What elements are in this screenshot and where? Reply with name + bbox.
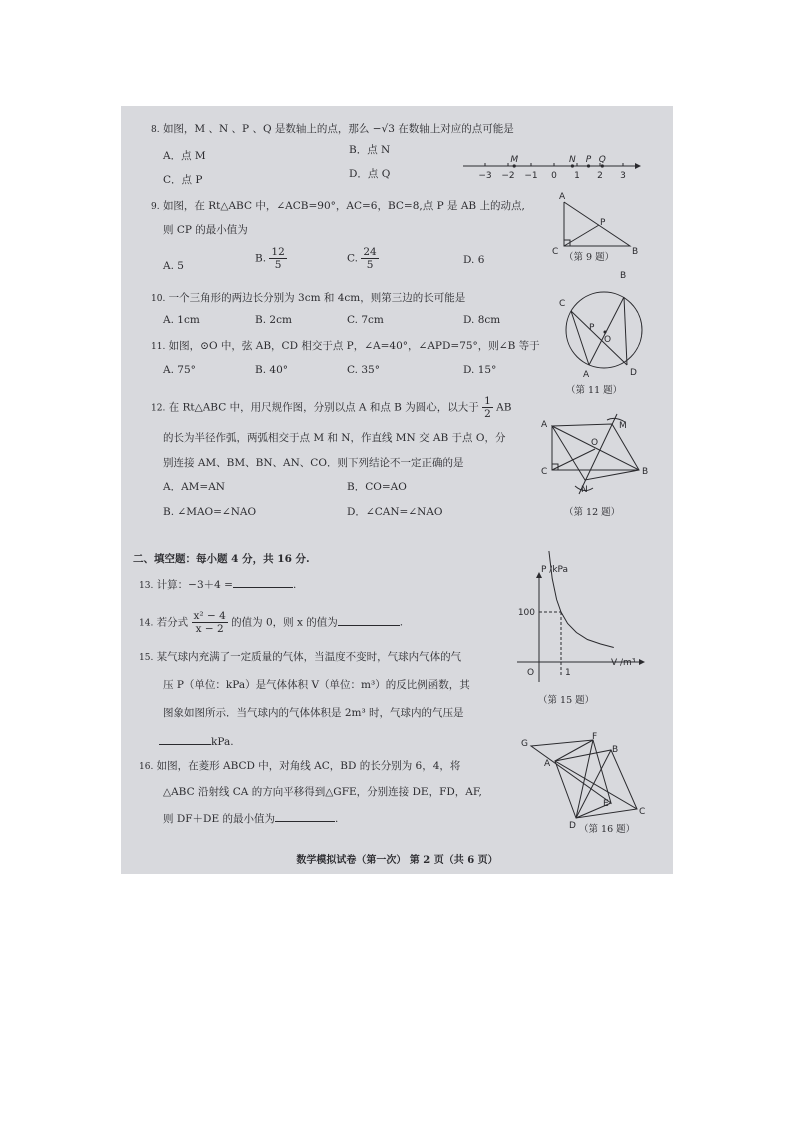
q12-fraction-half	[482, 395, 493, 420]
q9-option-c-denominator: 5	[366, 259, 374, 271]
q8-axis-tick-label: 1	[574, 171, 580, 181]
q15-y-axis-label: P /kPa	[541, 565, 569, 575]
q10-option-a[interactable]: A. 1cm	[163, 314, 200, 326]
q12-line2: 的长为半径作弧，两弧相交于点 M 和 N，作直线 MN 交 AB 于点 O，分	[163, 432, 506, 444]
q11-label-c: C	[559, 299, 566, 309]
q12-fraction-denominator: 2	[484, 408, 491, 420]
q15-graph	[511, 565, 651, 690]
q11-chord-cd	[571, 311, 627, 365]
q11-stem	[151, 339, 540, 354]
q9-label-c: C	[552, 247, 559, 257]
q16-label-f: F	[592, 732, 598, 742]
q8-point-label: P	[585, 155, 592, 165]
q16-number: 16.	[139, 762, 154, 772]
q15-line1-row	[139, 650, 461, 665]
q8-point-label: N	[569, 155, 576, 165]
q16-label-d: D	[569, 821, 576, 831]
q15-line2: 压 P（单位：kPa）是气体体积 V（单位：m³）的反比例函数，其	[163, 679, 470, 691]
q9-line2: 则 CP 的最小值为	[163, 224, 248, 236]
q16-label-a: A	[544, 759, 551, 769]
q11-label-a: A	[583, 370, 590, 380]
q9-triangle	[564, 202, 630, 246]
q12-line1-post: AB	[496, 401, 512, 414]
q15-unit: kPa.	[211, 736, 234, 748]
q11-segment-bd	[624, 297, 627, 365]
q11-text: 如图，⊙O 中，弦 AB，CD 相交于点 P，∠A=40°，∠APD=75°，则∠B 等于	[168, 340, 540, 352]
q13-answer-blank[interactable]	[233, 576, 293, 588]
q11-figure	[557, 266, 647, 381]
q12-label-b: B	[642, 467, 649, 477]
q8-option-c[interactable]: C．点 P	[163, 174, 203, 186]
q12-label-c: C	[541, 467, 548, 477]
q16-caption: （第 16 题）	[579, 824, 636, 835]
q8-axis-tick-label: 3	[620, 171, 626, 181]
q16-label-e: E	[603, 799, 609, 809]
q12-option-d[interactable]: D．∠CAN=∠NAO	[347, 506, 443, 518]
q12-label-o: O	[591, 438, 599, 448]
q11-center-dot	[604, 331, 607, 334]
q8-point-label: Q	[598, 155, 606, 165]
q12-line1-pre: 在 Rt△ABC 中，用尺规作图，分别以点 A 和点 B 为圆心，以大于	[168, 401, 479, 414]
q15-line1: 某气球内充满了一定质量的气体，当温度不变时，气球内气体的气	[156, 651, 462, 663]
q15-x-arrow	[639, 659, 645, 665]
q9-caption: （第 9 题）	[564, 252, 615, 263]
q16-line3: 则 DF＋DE 的最小值为	[163, 813, 275, 825]
q12-label-a: A	[541, 420, 548, 430]
q9-label-p: P	[600, 218, 606, 228]
q8-option-d[interactable]: D．点 Q	[349, 168, 391, 180]
q8-axis-tick-label: 2	[597, 171, 603, 181]
q9-option-b-label: B.	[255, 252, 267, 265]
q14-pre: 若分式	[156, 616, 189, 629]
q12-option-b[interactable]: B．CO=AO	[347, 481, 407, 493]
q8-option-b[interactable]: B．点 N	[349, 144, 391, 156]
q13-number: 13.	[139, 581, 154, 591]
q8-number-line	[461, 146, 641, 180]
q15-y-tick-label: 100	[517, 608, 535, 618]
q16-rhombus-abcd	[555, 750, 637, 818]
q8-stem	[151, 122, 514, 137]
q15-answer-row	[159, 733, 234, 749]
q9-label-a: A	[559, 192, 566, 202]
q16-line2: △ABC 沿射线 CA 的方向平移得到△GFE，分别连接 DE，FD，AF,	[163, 786, 482, 798]
q9-label-b: B	[632, 247, 639, 257]
q15-caption: （第 15 题）	[538, 695, 595, 706]
q8-option-a[interactable]: A．点 M	[163, 150, 206, 162]
q8-point-label: M	[510, 155, 519, 165]
q12-label-m: M	[619, 421, 627, 431]
q16-answer-blank[interactable]	[275, 810, 335, 822]
q11-option-a[interactable]: A. 75°	[163, 364, 196, 376]
q12-figure	[537, 412, 652, 502]
q13-text: 计算：−3＋4 =	[156, 579, 233, 591]
exam-page	[121, 106, 673, 874]
q16-line1-row	[139, 759, 460, 774]
q8-axis-tick-label: −2	[501, 171, 515, 181]
q9-stem	[151, 199, 525, 214]
q8-text: 如图，M 、N 、P 、Q 是数轴上的点，那么 −√3 在数轴上对应的点可能是	[162, 123, 514, 135]
q15-x-tick-label: 1	[565, 668, 571, 678]
q16-label-c: C	[639, 807, 646, 817]
q10-text: 一个三角形的两边长分别为 3cm 和 4cm，则第三边的长可能是	[168, 292, 466, 304]
q8-number: 8.	[151, 125, 160, 135]
q12-fraction-numerator: 1	[484, 395, 491, 407]
q9-option-c-numerator: 24	[363, 246, 377, 258]
q12-stem-line1	[151, 395, 511, 420]
q15-answer-blank[interactable]	[159, 733, 211, 745]
q14-stem: 14. 若分式 $\frac{\text{x² − 4}}{x - 2}$ 的值为 0，则 x 的值为 .	[139, 610, 404, 635]
q15-x-axis-label: V /m³	[611, 658, 636, 668]
q10-option-c[interactable]: C. 7cm	[347, 314, 384, 326]
q11-number: 11.	[151, 342, 166, 352]
q8-axis-tick-label: −3	[478, 171, 492, 181]
q16-label-g: G	[521, 739, 528, 749]
q9-option-a[interactable]: A. 5	[163, 260, 184, 272]
q15-number: 15.	[139, 653, 154, 663]
q11-label-b: B	[620, 271, 627, 281]
q14-fraction	[192, 610, 228, 635]
q11-option-b[interactable]: B. 40°	[255, 364, 289, 376]
q11-label-p: P	[589, 323, 595, 333]
q12-caption: （第 12 题）	[564, 507, 621, 518]
q15-origin-label: O	[527, 668, 535, 678]
q10-option-d[interactable]: D. 8cm	[463, 314, 501, 326]
q15-line3: 图象如图所示．当气球内的气体体积是 2m³ 时，气球内的气压是	[163, 707, 464, 719]
q11-option-c[interactable]: C. 35°	[347, 364, 380, 376]
q9-option-c-label: C.	[347, 252, 358, 265]
q14-numerator: x² − 4	[193, 610, 226, 622]
q14-denominator: x − 2	[195, 623, 224, 635]
q11-option-d[interactable]: D. 15°	[463, 364, 497, 376]
q12-option-a[interactable]: A．AM=AN	[163, 481, 225, 493]
q9-option-b-denominator: 5	[274, 259, 282, 271]
q9-option-c[interactable]	[347, 246, 379, 271]
q9-figure	[546, 188, 639, 258]
q9-option-b-numerator: 12	[271, 246, 285, 258]
q14-post: 的值为 0，则 x 的值为	[231, 616, 338, 629]
q11-label-o: O	[604, 335, 612, 345]
q9-option-b-fraction	[269, 246, 286, 271]
q14-number: 14.	[139, 618, 154, 629]
q12-line3: 别连接 AM、BM、BN、AN、CO．则下列结论不一定正确的是	[163, 457, 464, 469]
q16-triangle-gfe	[531, 740, 611, 803]
q9-number: 9.	[151, 202, 160, 212]
q14-answer-blank[interactable]	[338, 614, 400, 626]
page-footer: 数学模拟试卷（第一次） 第 2 页（共 6 页）	[296, 855, 498, 866]
q9-line1: 如图，在 Rt△ABC 中，∠ACB=90°，AC=6，BC=8,点 P 是 AB 上的动点,	[162, 200, 525, 212]
q9-option-d[interactable]: D. 6	[463, 254, 485, 266]
q9-option-c-fraction	[361, 246, 378, 271]
q12-number: 12.	[151, 403, 166, 414]
q9-segment-cp	[564, 225, 599, 246]
section-2-heading: 二、填空题：每小题 4 分，共 16 分.	[133, 553, 310, 565]
q8-axis-tick-label: 0	[551, 171, 557, 181]
q12-option-c[interactable]: B. ∠MAO=∠NAO	[163, 506, 257, 518]
q16-line3-row: 则 DF＋DE 的最小值为 .	[163, 810, 338, 826]
q9-option-b[interactable]	[255, 246, 287, 271]
q8-axis-tick-label: −1	[524, 171, 538, 181]
q16-line1: 如图，在菱形 ABCD 中，对角线 AC，BD 的长分别为 6，4，将	[156, 760, 461, 772]
q16-diagonal-ac	[555, 761, 637, 809]
q16-segment-df	[576, 740, 593, 818]
q16-label-b: B	[612, 745, 619, 755]
q13-stem: 13. 计算：−3＋4 = .	[139, 576, 296, 593]
q10-option-b[interactable]: B. 2cm	[255, 314, 292, 326]
q11-caption: （第 11 题）	[566, 385, 623, 396]
q8-axis-arrow	[635, 163, 641, 169]
q12-segment-co	[552, 449, 595, 470]
q11-label-d: D	[630, 368, 637, 378]
q10-number: 10.	[151, 294, 166, 304]
q16-figure	[521, 734, 646, 829]
q12-label-n: N	[581, 485, 588, 495]
q10-stem	[151, 291, 465, 306]
